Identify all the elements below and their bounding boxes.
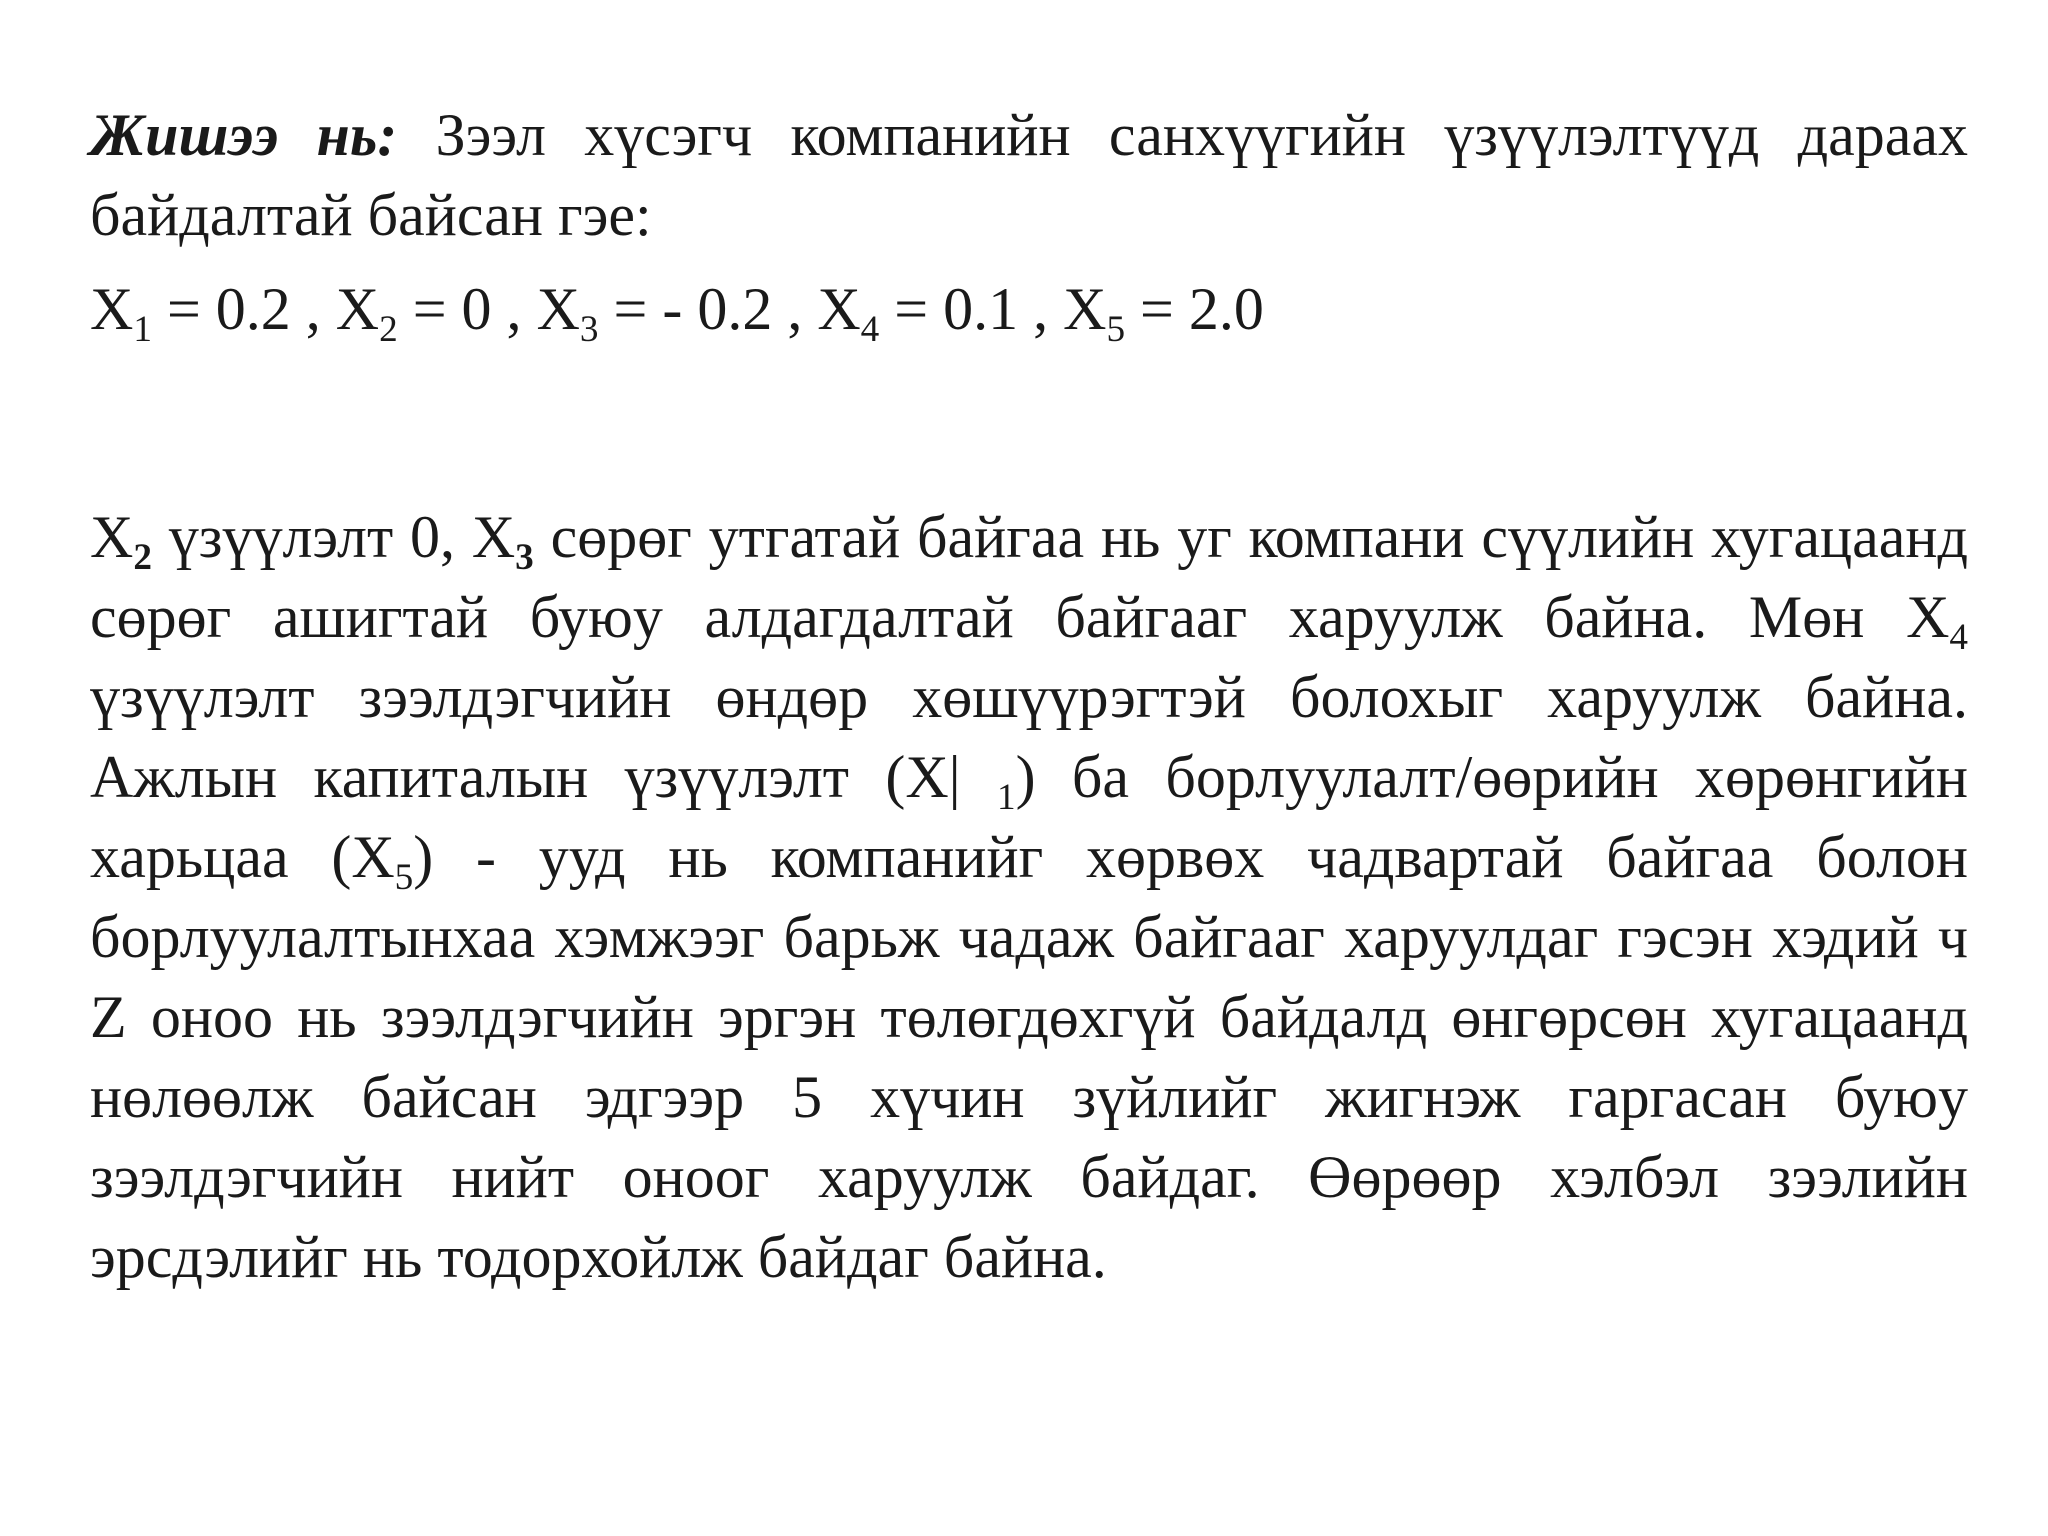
body-text: ) ба борлуулалт/өөрийн хөрөнгийн харьцаа (X	[90, 744, 1968, 890]
formula-value: = 2.0	[1140, 276, 1264, 342]
body-var: X	[90, 504, 134, 570]
intro-text: Зээл хүсэгч компанийн санхүүгийн үзүүлэлтүүд дараах байдалтай байсан гэе:	[90, 102, 1969, 248]
formula-value: = 0.2 ,	[166, 276, 321, 342]
body-var: X	[1906, 584, 1950, 650]
intro-paragraph	[90, 95, 1968, 255]
body-subscript: 4	[1949, 616, 1968, 658]
body-text: үзүүлэлт 0,	[151, 504, 472, 570]
body-text: сөрөг утгатай байгаа нь уг компани сүүлийн хугацаанд сөрөг ашигтай буюу алдагдалтай байгааг харуулж байна. Мөн	[90, 504, 1968, 650]
formula-subscript: 5	[1106, 308, 1126, 350]
formula-var: X	[817, 276, 861, 342]
formula-var: X	[90, 276, 134, 342]
body-subscript: 1	[996, 776, 1016, 818]
body-subscript: 2	[133, 536, 152, 578]
explanation-paragraph	[90, 497, 1968, 1297]
example-label: Жишээ нь:	[90, 102, 398, 168]
formula-var: X	[335, 276, 380, 342]
body-subscript: 3	[515, 536, 534, 578]
formula-subscript: 4	[860, 308, 880, 350]
slide-content	[90, 95, 1968, 1297]
formula-var: X	[1063, 276, 1107, 342]
formula-var: X	[536, 276, 580, 342]
ratio-values-formula	[90, 269, 1968, 349]
formula-subscript: 3	[579, 308, 599, 350]
body-text: ) - ууд нь компанийг хөрвөх чадвартай байгаа болон борлуулалтынхаа хэмжээг барьж чадаж байгааг харуулдаг гэсэн хэдий ч Z оноо нь зээлдэгчийн эргэн төлөгдөхгүй байдалд өнгөрсөн хугацаанд нөлөөлж байсан эдгээр 5 хүчин зүйлийг жигнэж гаргасан буюу зээлдэгчийн нийт оноог харуулж байдаг. Өөрөөр хэлбэл зээлийн эрсдэлийг нь тодорхойлж байдаг байна.	[90, 824, 1968, 1290]
body-var: X	[471, 504, 516, 570]
formula-subscript: 1	[133, 308, 152, 350]
body-subscript: 5	[394, 856, 414, 898]
formula-value: = 0.1 ,	[894, 276, 1049, 342]
formula-value: = 0 ,	[412, 276, 522, 342]
formula-value: = - 0.2 ,	[613, 276, 803, 342]
formula-subscript: 2	[379, 308, 398, 350]
body-text: үзүүлэлт зээлдэгчийн өндөр хөшүүрэгтэй болохыг харуулж байна. Ажлын капиталын үзүүлэлт (X|	[90, 664, 1968, 810]
